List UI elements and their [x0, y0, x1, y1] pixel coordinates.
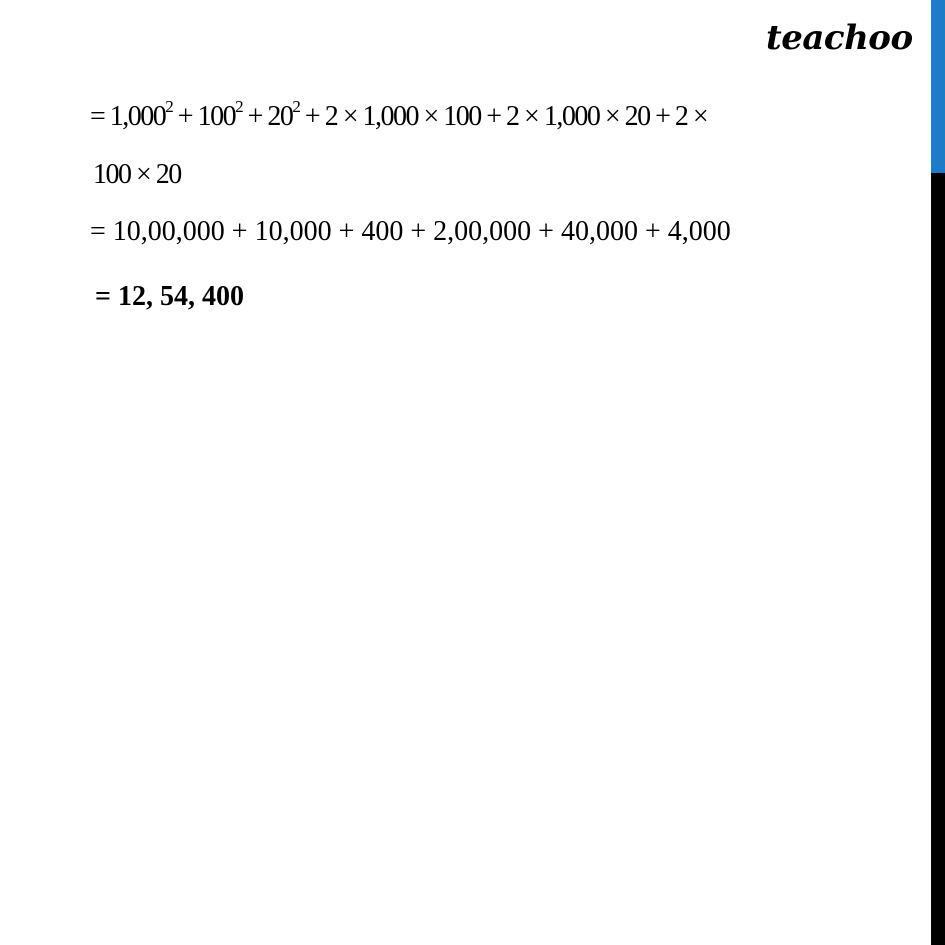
teachoo-logo: teachoo — [766, 18, 913, 58]
term-100: 100 — [197, 101, 236, 132]
math-line-3: = 10,00,000 + 10,000 + 400 + 2,00,000 + 40,000 + 4,000 — [90, 216, 731, 247]
math-result: = 12, 54, 400 — [95, 281, 244, 312]
exponent: 2 — [165, 96, 173, 116]
exponent: 2 — [292, 96, 300, 116]
plus-sign: + — [177, 101, 193, 132]
cross-terms: 2 × 1,000 × 100 + 2 × 1,000 × 20 + 2 × — [324, 101, 708, 132]
math-line-1 — [90, 96, 708, 134]
math-line-2: 100 × 20 — [93, 159, 181, 190]
plus-sign: + — [247, 101, 262, 132]
term-1000: 1,000 — [109, 101, 166, 132]
term-20: 20 — [267, 101, 293, 132]
plus-sign: + — [304, 101, 320, 132]
equals-sign: = — [90, 101, 105, 132]
right-edge-accent — [931, 0, 945, 173]
exponent: 2 — [235, 96, 243, 116]
